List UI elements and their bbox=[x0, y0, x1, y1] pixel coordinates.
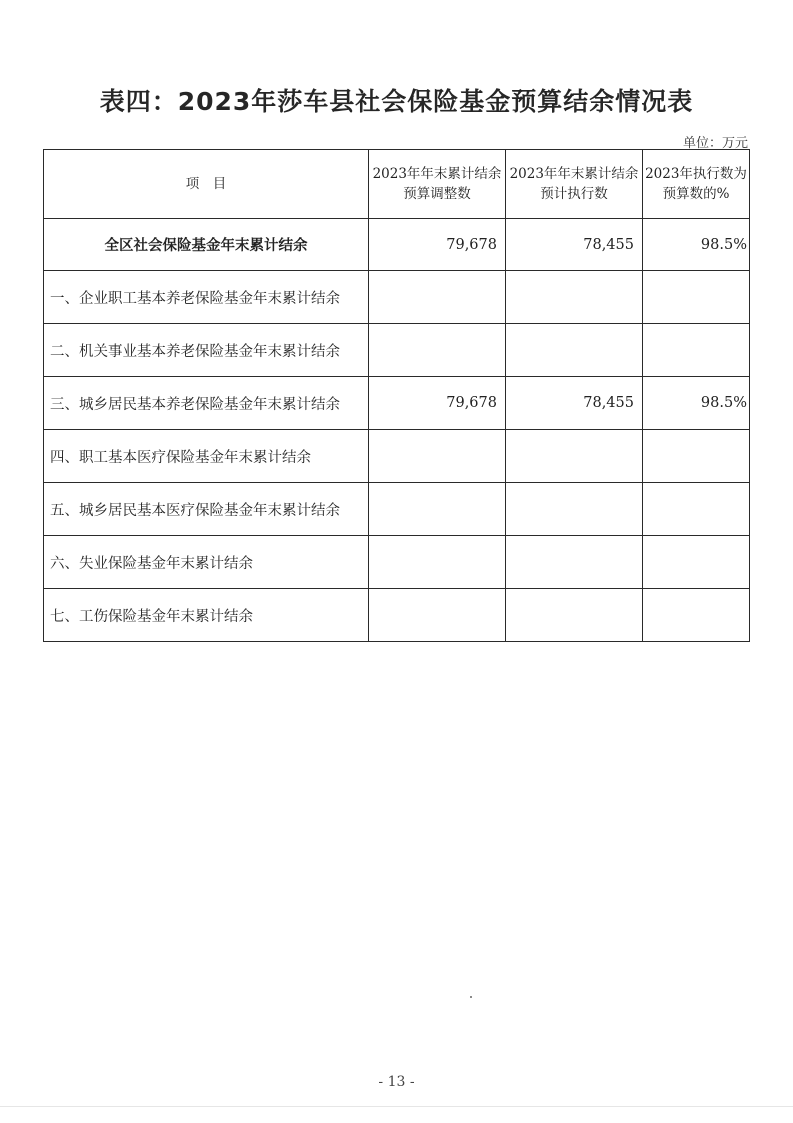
table-row bbox=[44, 377, 750, 430]
row-ratio bbox=[643, 589, 750, 642]
row-actual bbox=[506, 271, 643, 324]
row-budget: 79,678 bbox=[369, 219, 506, 271]
budget-balance-table bbox=[43, 149, 750, 642]
row-budget: 79,678 bbox=[369, 377, 506, 430]
row-budget bbox=[369, 483, 506, 536]
header-execution-ratio: 2023年执行数为预算数的% bbox=[643, 150, 750, 219]
row-ratio bbox=[643, 483, 750, 536]
row-budget bbox=[369, 271, 506, 324]
row-actual bbox=[506, 430, 643, 483]
header-estimated-execution: 2023年年末累计结余预计执行数 bbox=[506, 150, 643, 219]
page-bottom-edge bbox=[0, 1106, 793, 1107]
unit-label: 单位：万元 bbox=[682, 136, 748, 151]
row-actual bbox=[506, 589, 643, 642]
table-row bbox=[44, 589, 750, 642]
row-item: 全区社会保险基金年末累计结余 bbox=[44, 219, 369, 271]
row-actual bbox=[506, 536, 643, 589]
row-item: 二、机关事业基本养老保险基金年末累计结余 bbox=[44, 324, 369, 377]
row-budget bbox=[369, 536, 506, 589]
row-ratio bbox=[643, 430, 750, 483]
row-item: 三、城乡居民基本养老保险基金年末累计结余 bbox=[44, 377, 369, 430]
table-row-total bbox=[44, 219, 750, 271]
table-row bbox=[44, 483, 750, 536]
scan-speck bbox=[470, 996, 472, 998]
row-actual: 78,455 bbox=[506, 377, 643, 430]
row-budget bbox=[369, 589, 506, 642]
row-item: 四、职工基本医疗保险基金年末累计结余 bbox=[44, 430, 369, 483]
row-ratio bbox=[643, 271, 750, 324]
row-budget bbox=[369, 430, 506, 483]
table-header-row bbox=[44, 150, 750, 219]
table-row bbox=[44, 271, 750, 324]
row-ratio: 98.5% bbox=[643, 377, 750, 430]
header-item: 项 目 bbox=[44, 150, 369, 219]
page-title: 表四：2023年莎车县社会保险基金预算结余情况表 bbox=[99, 87, 694, 116]
table-row bbox=[44, 430, 750, 483]
header-budget-adjusted: 2023年年末累计结余预算调整数 bbox=[369, 150, 506, 219]
row-ratio bbox=[643, 536, 750, 589]
row-actual bbox=[506, 483, 643, 536]
row-item: 一、企业职工基本养老保险基金年末累计结余 bbox=[44, 271, 369, 324]
row-item: 七、工伤保险基金年末累计结余 bbox=[44, 589, 369, 642]
row-actual: 78,455 bbox=[506, 219, 643, 271]
row-actual bbox=[506, 324, 643, 377]
row-item: 五、城乡居民基本医疗保险基金年末累计结余 bbox=[44, 483, 369, 536]
row-ratio: 98.5% bbox=[643, 219, 750, 271]
row-item: 六、失业保险基金年末累计结余 bbox=[44, 536, 369, 589]
row-budget bbox=[369, 324, 506, 377]
page-number: - 13 - bbox=[378, 1074, 415, 1090]
table-row bbox=[44, 536, 750, 589]
row-ratio bbox=[643, 324, 750, 377]
table-row bbox=[44, 324, 750, 377]
